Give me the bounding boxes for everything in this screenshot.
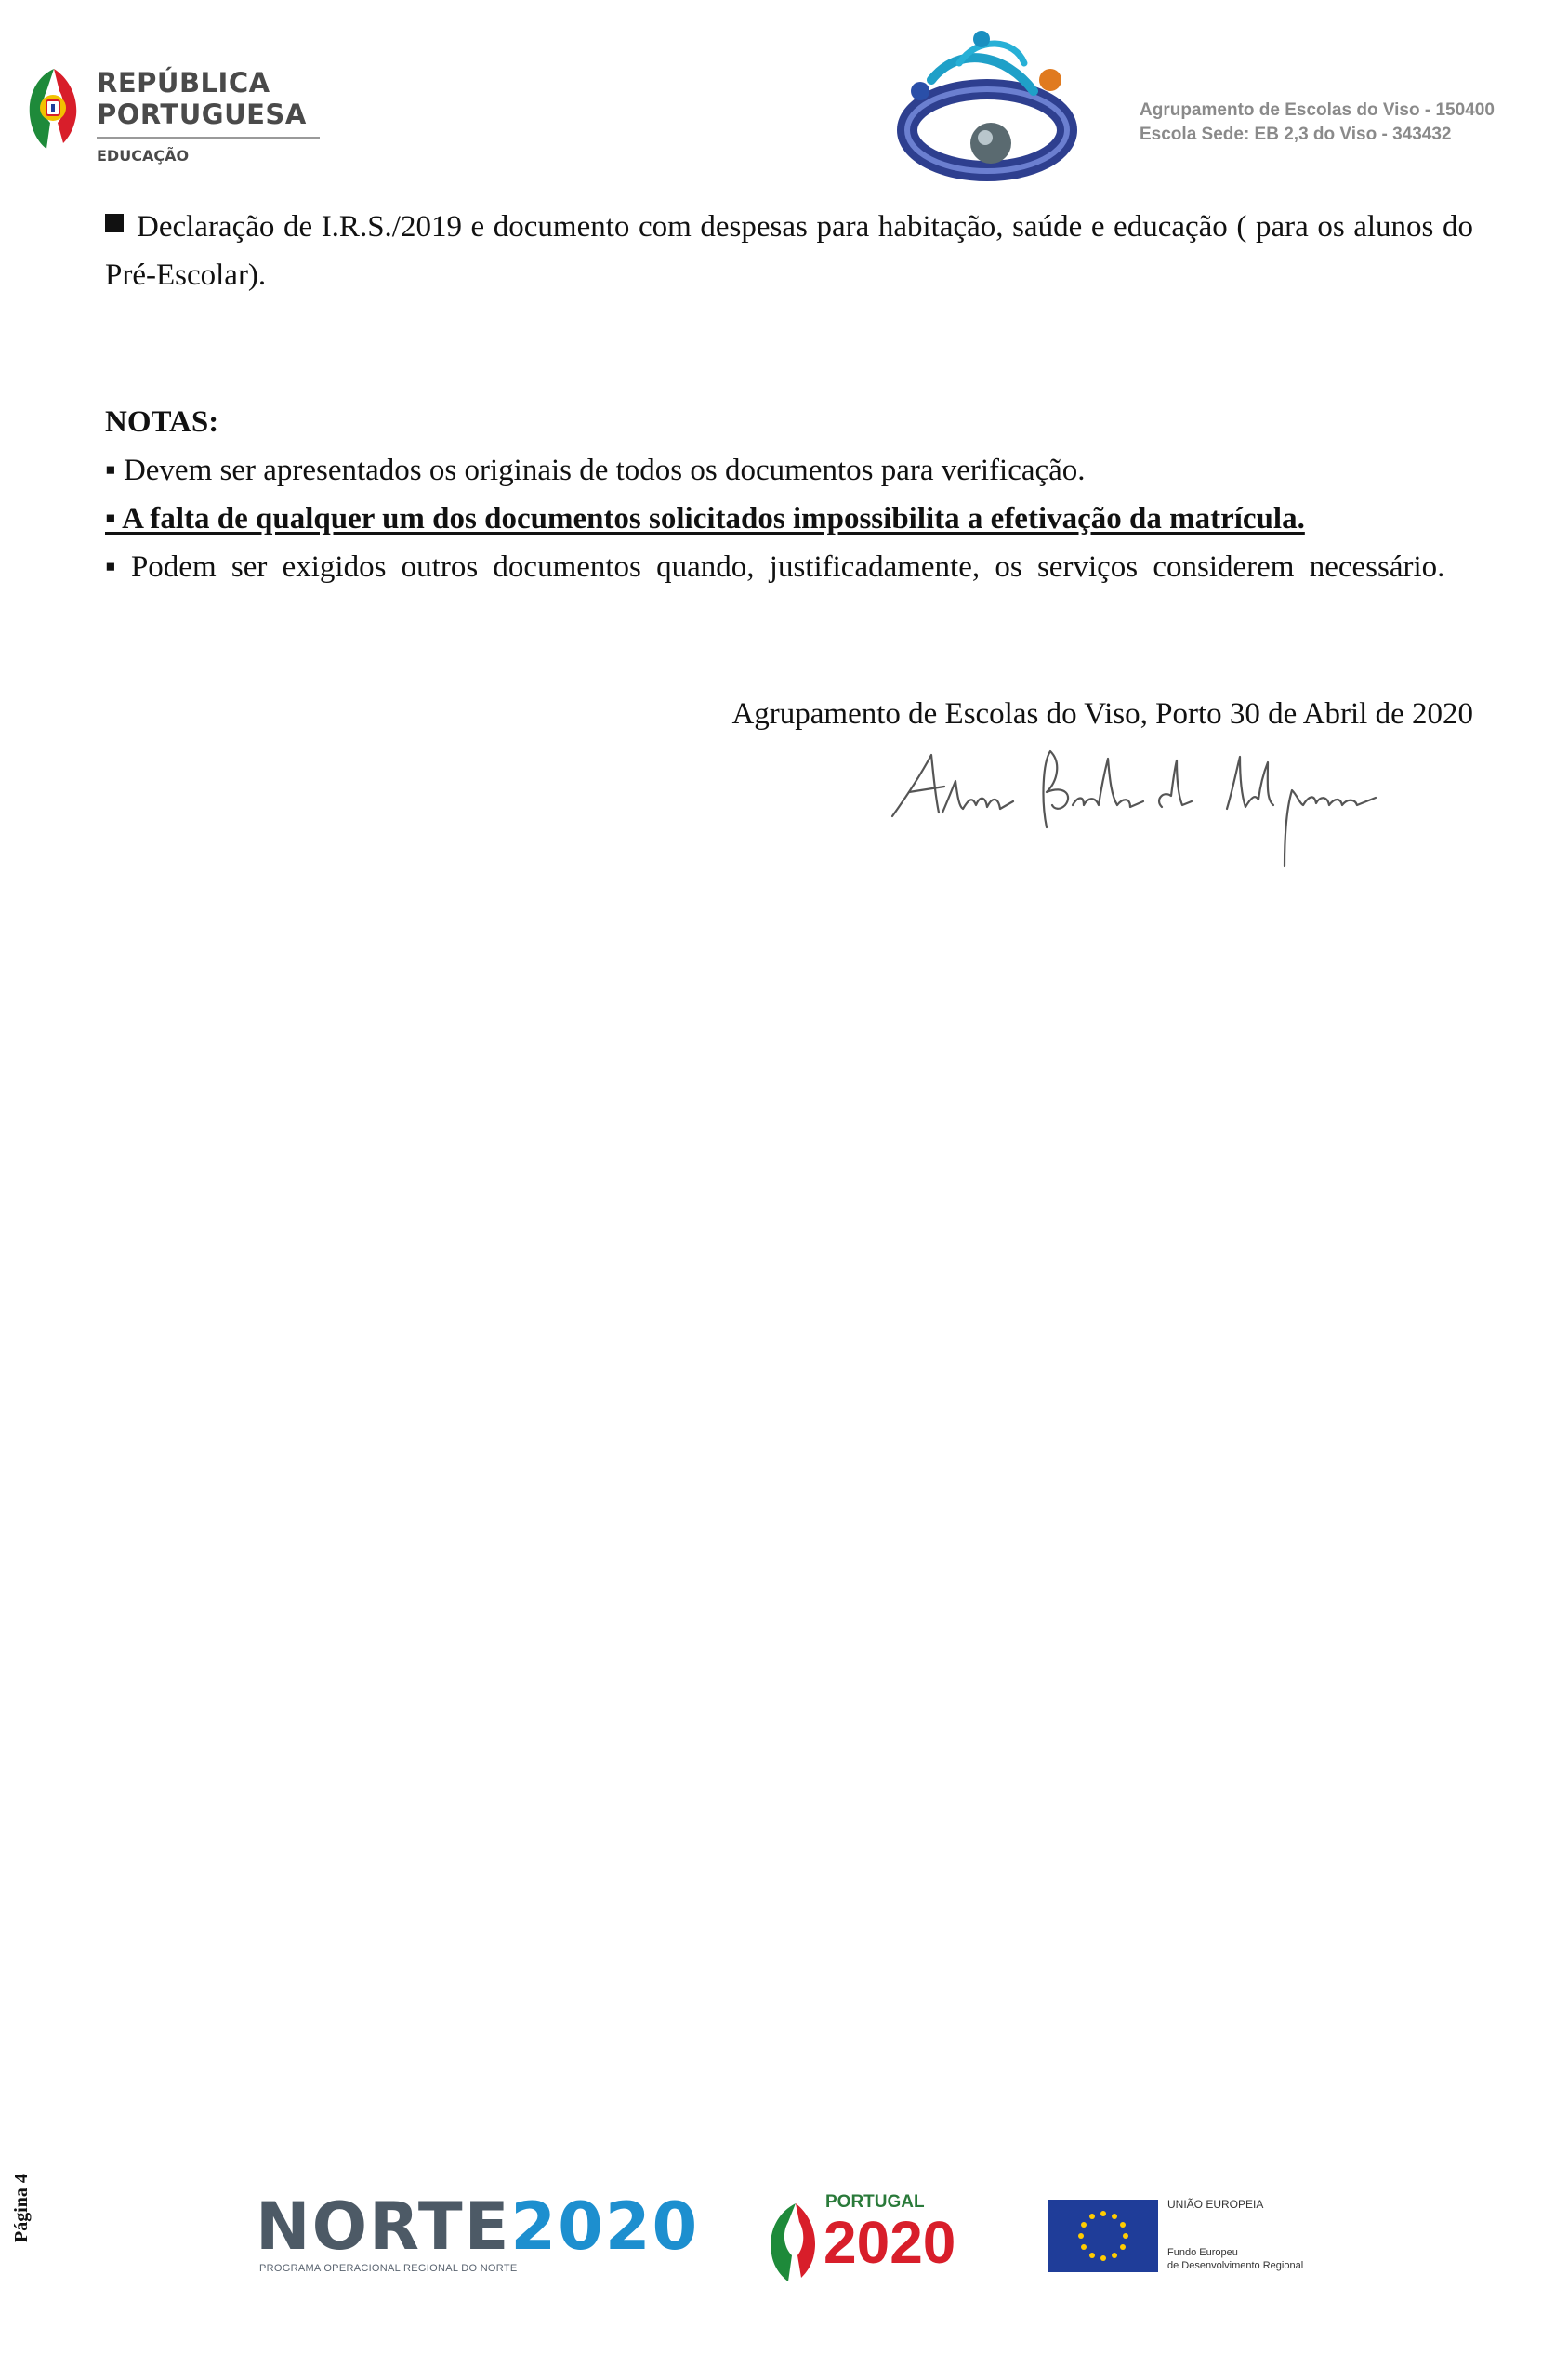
uniao-europeia-logo bbox=[1048, 2194, 1355, 2278]
irs-item-text: Declaração de I.R.S./2019 e documento com despesas para habitação, saúde e educação ( para os alunos do Pré-Escolar). bbox=[105, 210, 1473, 292]
signature-image bbox=[883, 744, 1413, 874]
republica-portuguesa-name bbox=[97, 67, 307, 130]
eu-stars-icon bbox=[1048, 2200, 1158, 2272]
republica-portuguesa-logo bbox=[26, 63, 305, 175]
eu-flag-icon bbox=[1048, 2200, 1158, 2272]
eu-fund-line2: de Desenvolvimento Regional bbox=[1167, 2260, 1304, 2271]
school-seat-code: Escola Sede: EB 2,3 do Viso - 343432 bbox=[1140, 125, 1452, 144]
portugal-year: 2020 bbox=[824, 2209, 956, 2276]
norte-2020-wordmark bbox=[256, 2188, 700, 2265]
place-and-date: Agrupamento de Escolas do Viso, Porto 30 de Abril de 2020 bbox=[731, 697, 1473, 731]
eu-title: UNIÃO EUROPEIA bbox=[1167, 2198, 1264, 2211]
department-label: EDUCAÇÃO bbox=[97, 147, 190, 165]
logo-divider bbox=[97, 137, 320, 139]
note-other-documents: ▪ Podem ser exigidos outros documentos quando, justificadamente, os serviços considerem necessário. bbox=[105, 550, 1445, 584]
norte-subtitle: PROGRAMA OPERACIONAL REGIONAL DO NORTE bbox=[259, 2263, 518, 2274]
school-group-code: Agrupamento de Escolas do Viso - 150400 bbox=[1140, 100, 1495, 120]
republic-name-line1: REPÚBLICA bbox=[97, 67, 270, 99]
norte-2020-logo bbox=[256, 2188, 720, 2278]
note-missing-documents: ▪ A falta de qualquer um dos documentos solicitados impossibilita a efetivação da matrícula. bbox=[105, 502, 1305, 536]
portugal-2020-logo bbox=[764, 2192, 1015, 2285]
page-number: Página 4 bbox=[11, 2174, 32, 2242]
portugal-2020-emblem-icon bbox=[764, 2200, 820, 2283]
portugal-label: PORTUGAL bbox=[825, 2192, 925, 2212]
square-bullet-icon bbox=[105, 214, 124, 232]
notes-list bbox=[105, 446, 1473, 591]
eu-fund-name bbox=[1167, 2246, 1303, 2272]
notes-title: NOTAS: bbox=[105, 405, 219, 439]
portugal-emblem-icon bbox=[26, 67, 80, 151]
norte-word: NORTE bbox=[256, 2188, 511, 2265]
eu-fund-line1: Fundo Europeu bbox=[1167, 2247, 1238, 2258]
republic-name-line2: PORTUGUESA bbox=[97, 99, 307, 130]
note-originals: ▪ Devem ser apresentados os originais de todos os documentos para verificação. bbox=[105, 454, 1086, 487]
norte-year: 2020 bbox=[510, 2188, 700, 2265]
school-group-logo-icon bbox=[894, 26, 1080, 186]
irs-document-item bbox=[105, 203, 1473, 299]
school-group-info bbox=[1140, 99, 1495, 147]
page-number-container bbox=[4, 2138, 41, 2250]
